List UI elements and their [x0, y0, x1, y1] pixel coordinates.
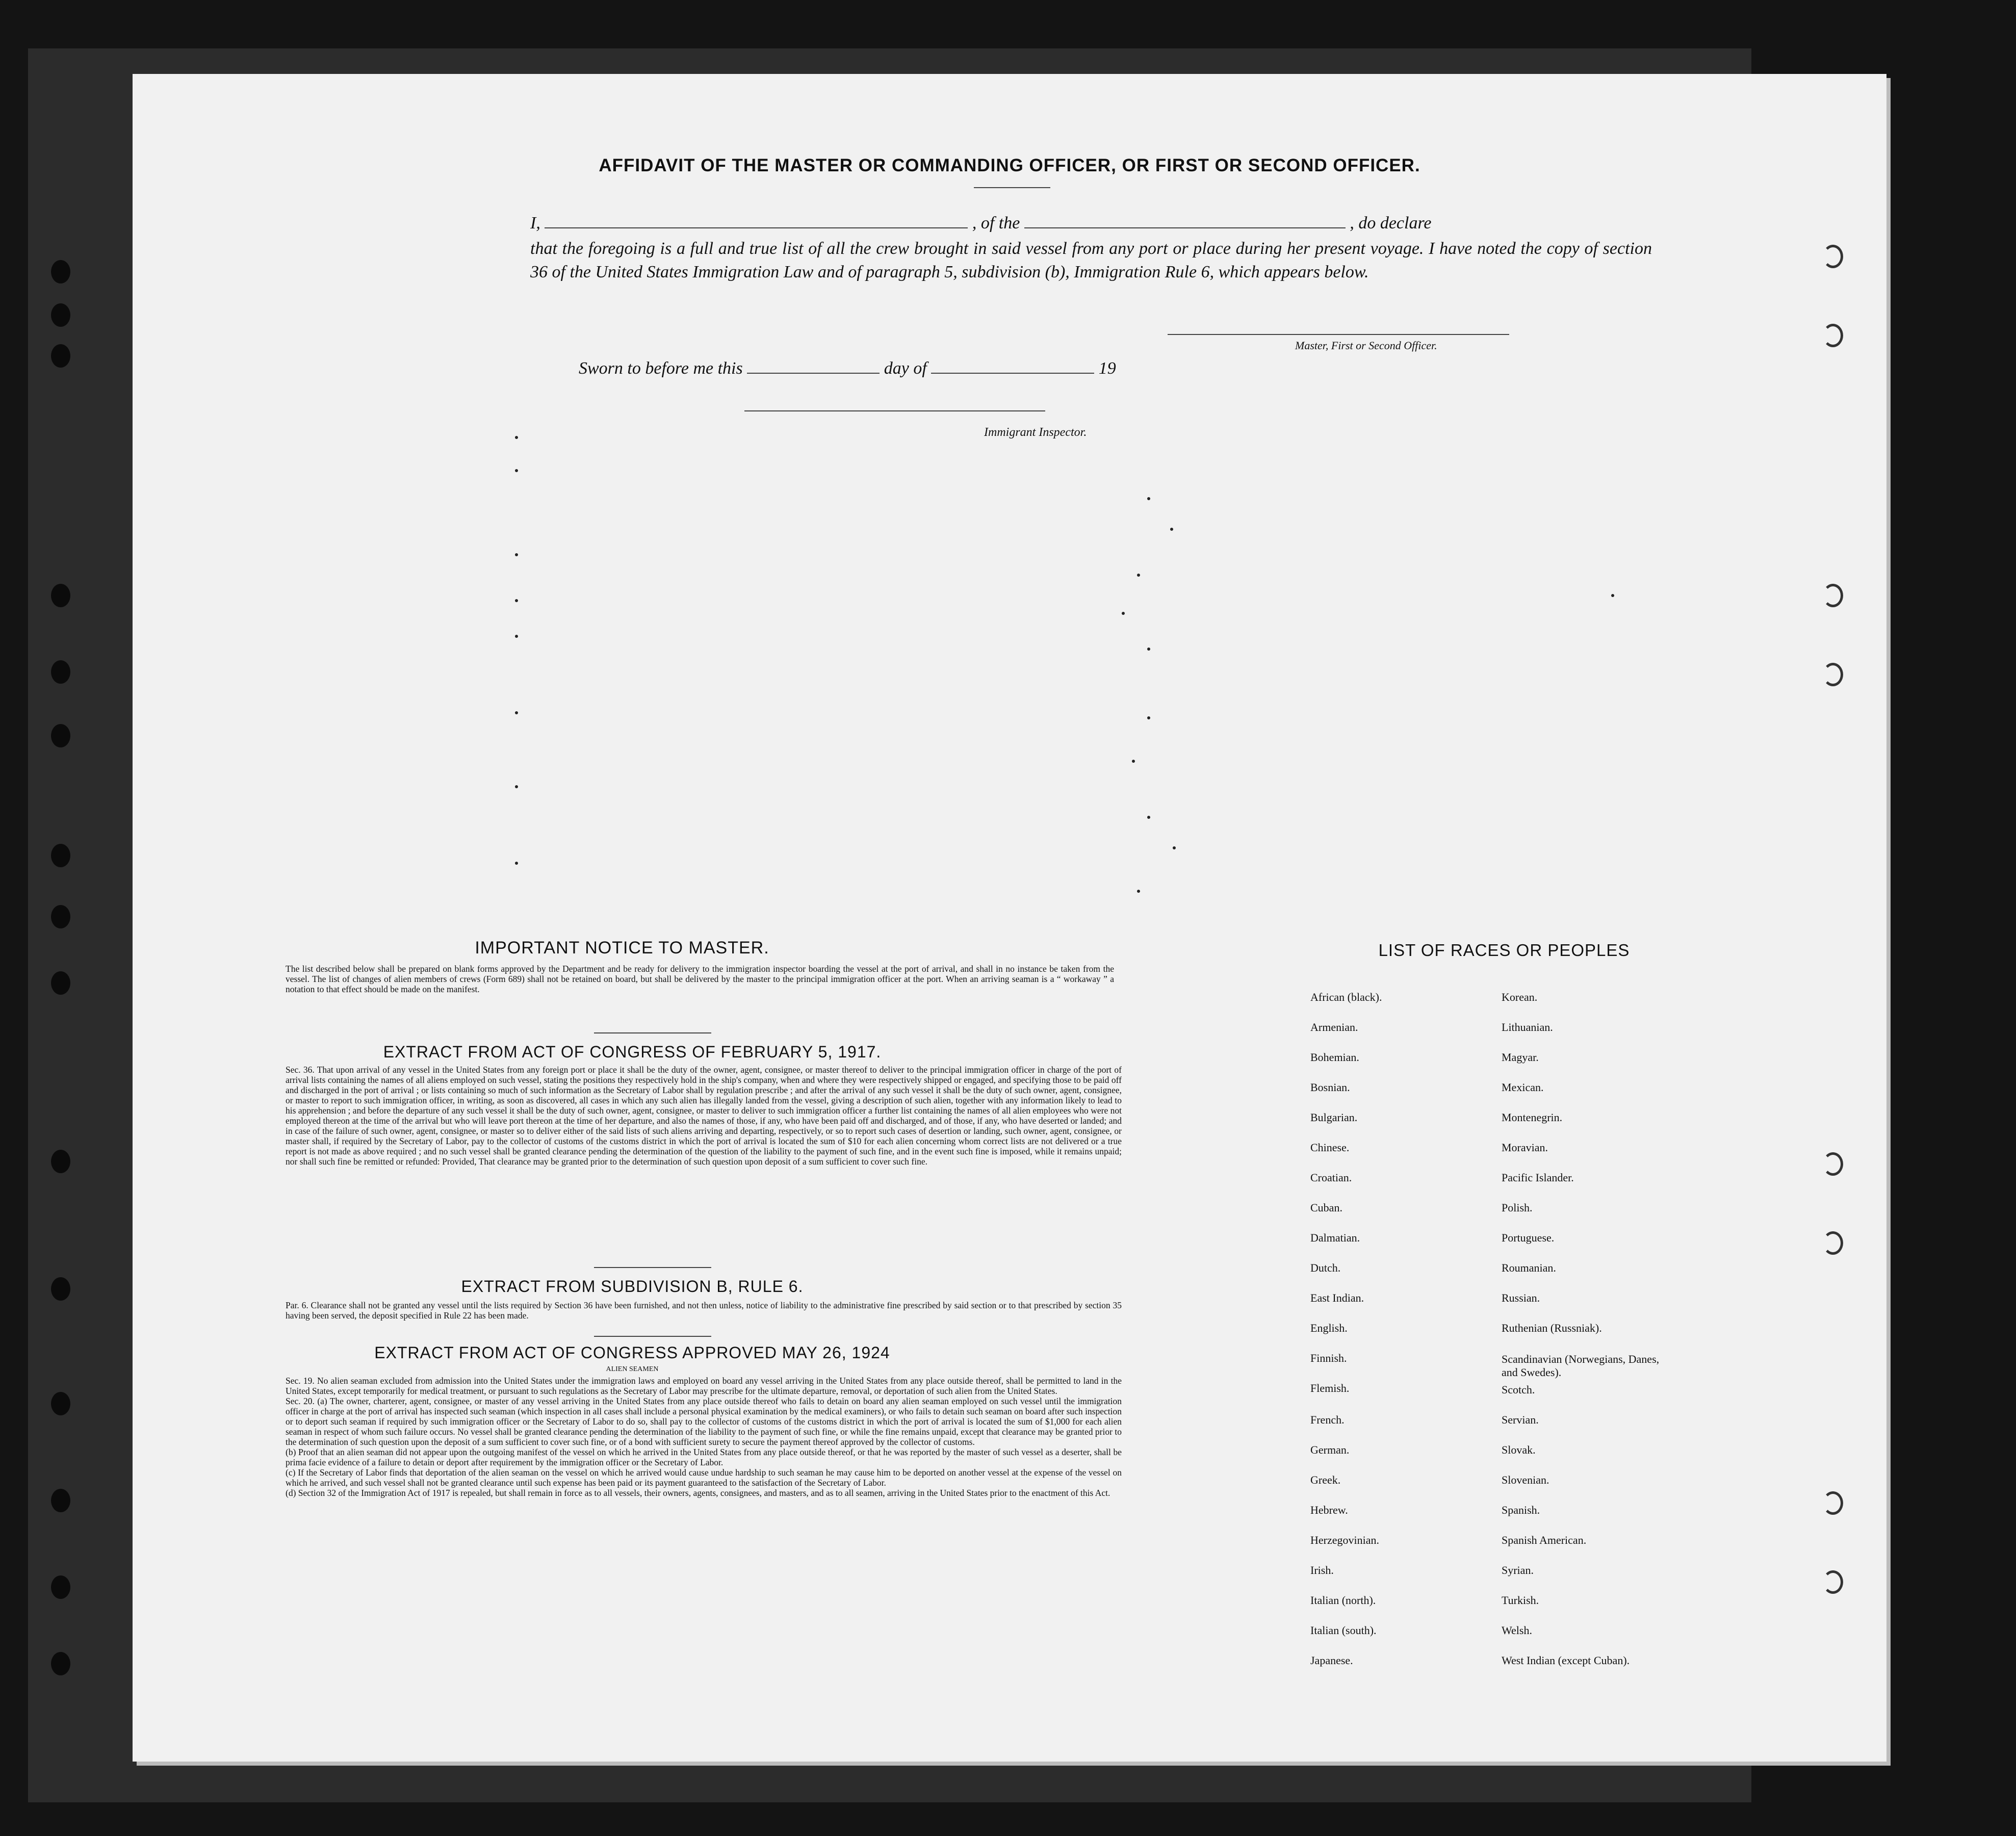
binder-hole: [51, 1150, 70, 1173]
extract-rule-2: [594, 1336, 711, 1337]
race-item: Irish.: [1310, 1564, 1334, 1576]
race-item: Slovak.: [1502, 1443, 1536, 1456]
race-item: Turkish.: [1502, 1594, 1539, 1607]
print-dot: [515, 862, 518, 865]
race-item: Servian.: [1502, 1413, 1539, 1426]
document-page: [133, 74, 1886, 1762]
print-dot: [1132, 760, 1135, 763]
race-item: Armenian.: [1310, 1021, 1358, 1033]
race-item: Chinese.: [1310, 1141, 1350, 1154]
binder-hole: [51, 660, 70, 684]
race-item: Italian (north).: [1310, 1594, 1376, 1607]
title-rule: [974, 187, 1050, 188]
race-item: Herzegovinian.: [1310, 1534, 1379, 1546]
race-item: French.: [1310, 1413, 1345, 1426]
race-item: Syrian.: [1502, 1564, 1534, 1576]
extract-1917-title: EXTRACT FROM ACT OF CONGRESS OF FEBRUARY 5, 1917.: [383, 1043, 882, 1061]
affidavit-body: that the foregoing is a full and true list of all the crew brought in said vessel from any port or place during her present voyage. I have noted the copy of section 36 of the United States Immigration Law and of paragraph 5, subdivision (b), Immigration Rule 6, which appears below.: [530, 239, 1652, 281]
races-right-column: [1502, 992, 1767, 1685]
extract-1924-subtitle: ALIEN SEAMEN: [606, 1365, 659, 1373]
sworn-month-field[interactable]: [931, 373, 1094, 374]
vessel-name-field[interactable]: [1024, 227, 1346, 228]
binder-hole: [51, 844, 70, 867]
binder-hole: [51, 905, 70, 928]
punch-hole: [1823, 1570, 1843, 1594]
binder-hole: [51, 724, 70, 747]
punch-hole: [1823, 245, 1843, 268]
affidavit-title: AFFIDAVIT OF THE MASTER OR COMMANDING OFFICER, OR FIRST OR SECOND OFFICER.: [599, 156, 1420, 175]
print-dot: [1137, 890, 1140, 893]
extract-1917-text: Sec. 36. That upon arrival of any vessel in the United States from any foreign port or place it shall be the duty of the owner, agent, consignee, or master thereof to deliver to the principal immigration officer in charge of the port of arrival lists containing the names of all aliens employed on such vessel, stating the positions they respectively hold in the ship's company, when and where they were respectively shipped or engaged, and specifying those to be paid off and discharged in the port of arrival ; or lists containing so much of such information as the Secretary of Labor shall by regulation prescribe ; and after the arrival of any such vessel it shall be the duty of such owner, agent, consignee, or master to report to such immigration officer, in writing, as soon as discovered, all cases in which any such alien has illegally landed from the vessel, giving a description of such alien, together with any information likely to lead to his apprehension ; and before the departure of any such vessel it shall be the duty of such owner, agent, consignee, or master to deliver to such immigration officer a further list containing the names of all alien employees who were not employed thereon at the time of the arrival but who will leave port thereon at the time of her departure, and also the names of those, if any, who have been paid off and discharged, and of those, if any, who have deserted or landed; and in case of the failure of such owner, agent, consignee, or master so to deliver either of the said lists of such aliens arriving and departing, respectively, or so to report such cases of desertion or landing, such owner, agent, consignee, or master shall, if required by the Secretary of Labor, pay to the collector of customs of the customs district in which the port of arrival is located the sum of $10 for each alien concerning whom correct lists are not delivered or a true report is not made as above required ; and no such vessel shall be granted clearance pending the determination of the question of the liability to the payment of such fine, and in the event such fine is imposed, while it remains unpaid; nor shall such fine be remitted or refunded: Provided, That clearance may be granted prior to the determination of such question upon deposit of a sum sufficient to cover such fine.: [286, 1065, 1122, 1167]
race-item: Hebrew.: [1310, 1504, 1348, 1516]
print-dot: [1147, 497, 1150, 500]
race-item: Scotch.: [1502, 1383, 1535, 1396]
races-title: LIST OF RACES OR PEOPLES: [1378, 941, 1630, 960]
race-item: Magyar.: [1502, 1051, 1539, 1064]
race-item: Moravian.: [1502, 1141, 1548, 1154]
binder-hole: [51, 584, 70, 607]
punch-hole: [1823, 1491, 1843, 1515]
print-dot: [515, 635, 518, 638]
notice-rule: [594, 1032, 711, 1033]
sec-20c-paragraph: (c) If the Secretary of Labor finds that deportation of the alien seaman on the vessel on which he arrived would cause undue hardship to such seaman he may cause him to be deported on another vessel at the expense of the vessel on which he arrived, and such vessel shall not be granted clearance until such expense has been paid or its payment guaranteed to the satisfaction of the Secretary of Labor.: [286, 1467, 1122, 1488]
declaration-of-the: , of the: [972, 214, 1020, 232]
master-signature-line[interactable]: [1168, 334, 1509, 335]
extract-rule: [594, 1267, 711, 1268]
race-item: Portuguese.: [1502, 1231, 1555, 1244]
race-item: Dalmatian.: [1310, 1231, 1360, 1244]
extract-1924-title: EXTRACT FROM ACT OF CONGRESS APPROVED MAY 26, 1924: [374, 1343, 890, 1362]
binder-hole: [51, 1652, 70, 1675]
print-dot: [1170, 528, 1173, 531]
race-item: Korean.: [1502, 991, 1538, 1003]
race-item: Italian (south).: [1310, 1624, 1377, 1637]
notice-title: IMPORTANT NOTICE TO MASTER.: [475, 938, 769, 958]
race-item: Mexican.: [1502, 1081, 1544, 1094]
race-item: Pacific Islander.: [1502, 1171, 1574, 1184]
race-item: Bohemian.: [1310, 1051, 1359, 1064]
race-item: German.: [1310, 1443, 1350, 1456]
print-dot: [515, 785, 518, 788]
print-dot: [1122, 612, 1125, 615]
sec-20a-paragraph: Sec. 20. (a) The owner, charterer, agent, consignee, or master of any vessel arriving in the United States from any place outside thereof who fails to detain on board any alien seaman employed on such vessel until the immigration officer in charge at the port of arrival has inspected such seaman (which inspection in all cases shall include a personal physical examination by the medical examiners), or who fails to detain such seaman on board after such inspection or to deport such seaman if required by such immigration officer or the Secretary of Labor to do so, shall pay to the collector of customs of the customs district in which the port of arrival is located the sum of $1,000 for each alien seaman in respect of whom such failure occurs. No vessel shall be granted clearance pending the determination of the liability to the payment of such fine, or while the fine remains unpaid, except that clearance may be granted prior to the determination of such question upon the deposit of a sum sufficient to cover such fine, or of a bond with sufficient surety to secure the payment thereof approved by the collector of customs.: [286, 1396, 1122, 1447]
races-left-column: [1310, 992, 1494, 1685]
race-item: Russian.: [1502, 1291, 1540, 1304]
punch-hole: [1823, 584, 1843, 607]
extract-1924-body: [286, 1376, 1122, 1498]
print-dot: [515, 599, 518, 602]
binder-hole: [51, 1575, 70, 1599]
sec-19-paragraph: Sec. 19. No alien seaman excluded from admission into the United States under the immigration laws and employed on board any vessel arriving in the United States from any place outside thereof, shall be permitted to land in the United States, except temporarily for medical treatment, or pursuant to such regulations as the Secretary of Labor may prescribe for the ultimate departure, removal, or deportation of such alien from the United States.: [286, 1376, 1122, 1396]
print-dot: [1173, 846, 1176, 849]
race-item: East Indian.: [1310, 1291, 1364, 1304]
race-item: African (black).: [1310, 991, 1382, 1003]
declaration-declare: , do declare: [1350, 214, 1432, 232]
day-of-label: day of: [884, 359, 927, 378]
binder-hole: [51, 303, 70, 327]
binder-hole: [51, 971, 70, 995]
print-dot: [1147, 716, 1150, 719]
affidavit-declaration-line: [530, 212, 1642, 235]
race-item: Croatian.: [1310, 1171, 1352, 1184]
race-item: Dutch.: [1310, 1261, 1341, 1274]
binder-hole: [51, 1489, 70, 1512]
punch-hole: [1823, 663, 1843, 686]
race-item: Spanish.: [1502, 1504, 1540, 1516]
sworn-line: [579, 357, 1116, 380]
declaration-i: I,: [530, 214, 540, 232]
race-item: Bosnian.: [1310, 1081, 1350, 1094]
binder-hole: [51, 1277, 70, 1301]
sworn-label: Sworn to before me this: [579, 359, 743, 378]
race-item: Bulgarian.: [1310, 1111, 1358, 1124]
print-dot: [1147, 816, 1150, 819]
print-dot: [1137, 574, 1140, 577]
inspector-signature-line[interactable]: [744, 410, 1045, 411]
punch-hole: [1823, 324, 1843, 347]
race-item: Finnish.: [1310, 1352, 1347, 1364]
race-item: English.: [1310, 1322, 1348, 1334]
print-dot: [1147, 648, 1150, 651]
notice-text: The list described below shall be prepared on blank forms approved by the Department and be ready for delivery to the immigration inspector boarding the vessel at the port of arrival, and shall in no instance be taken from the vessel. The list of changes of alien members of crews (Form 689) shall not be retained on board, but shall be delivered by the master to the principal immigration officer at the port. When an arriving seaman is a “ workaway ” a notation to that effect should be made on the manifest.: [286, 964, 1114, 994]
sec-20b-paragraph: (b) Proof that an alien seaman did not appear upon the outgoing manifest of the vessel on which he arrived in the United States from any place outside thereof, or that he was reported by the master of such vessel as a deserter, shall be prima facie evidence of a failure to detain or deport after requirement by the immigration officer or the Secretary of Labor.: [286, 1447, 1122, 1467]
race-item: Japanese.: [1310, 1654, 1353, 1667]
binder-hole: [51, 344, 70, 368]
extract-rule6-text: Par. 6. Clearance shall not be granted any vessel until the lists required by Section 36 have been furnished, and not then unless, notice of liability to the administrative fine prescribed by said section or to that prescribed by section 35 having been served, the deposit specified in Rule 22 has been made.: [286, 1300, 1122, 1321]
sworn-day-field[interactable]: [747, 373, 880, 374]
punch-hole: [1823, 1152, 1843, 1176]
print-dot: [515, 436, 518, 439]
race-item: Flemish.: [1310, 1382, 1350, 1394]
race-item: Cuban.: [1310, 1201, 1342, 1214]
race-item: Ruthenian (Russniak).: [1502, 1322, 1602, 1334]
print-dot: [515, 711, 518, 714]
binder-hole: [51, 1392, 70, 1415]
race-item: Lithuanian.: [1502, 1021, 1553, 1033]
binder-hole: [51, 260, 70, 283]
sec-20d-paragraph: (d) Section 32 of the Immigration Act of 1917 is repealed, but shall remain in force as to all vessels, their owners, agents, consignees, and masters, and as to all seamen, arriving in the United States prior to the enactment of this Act.: [286, 1488, 1110, 1498]
race-item: Montenegrin.: [1502, 1111, 1563, 1124]
print-dot: [515, 469, 518, 472]
year-prefix: 19: [1098, 359, 1116, 378]
officer-name-field[interactable]: [545, 227, 968, 228]
punch-hole: [1823, 1231, 1843, 1255]
inspector-label: Immigrant Inspector.: [984, 426, 1087, 439]
race-item: Welsh.: [1502, 1624, 1532, 1637]
race-item: Slovenian.: [1502, 1473, 1549, 1486]
extract-rule6-title: EXTRACT FROM SUBDIVISION B, RULE 6.: [461, 1277, 804, 1296]
race-item: Spanish American.: [1502, 1534, 1587, 1546]
master-signature-label: Master, First or Second Officer.: [1295, 339, 1437, 352]
race-item: West Indian (except Cuban).: [1502, 1654, 1630, 1667]
print-dot: [1611, 594, 1614, 597]
print-dot: [515, 553, 518, 556]
race-item: Roumanian.: [1502, 1261, 1556, 1274]
race-item: Greek.: [1310, 1473, 1341, 1486]
race-item: Scandinavian (Norwegians, Danes, and Swedes).: [1502, 1353, 1660, 1379]
race-item: Polish.: [1502, 1201, 1533, 1214]
